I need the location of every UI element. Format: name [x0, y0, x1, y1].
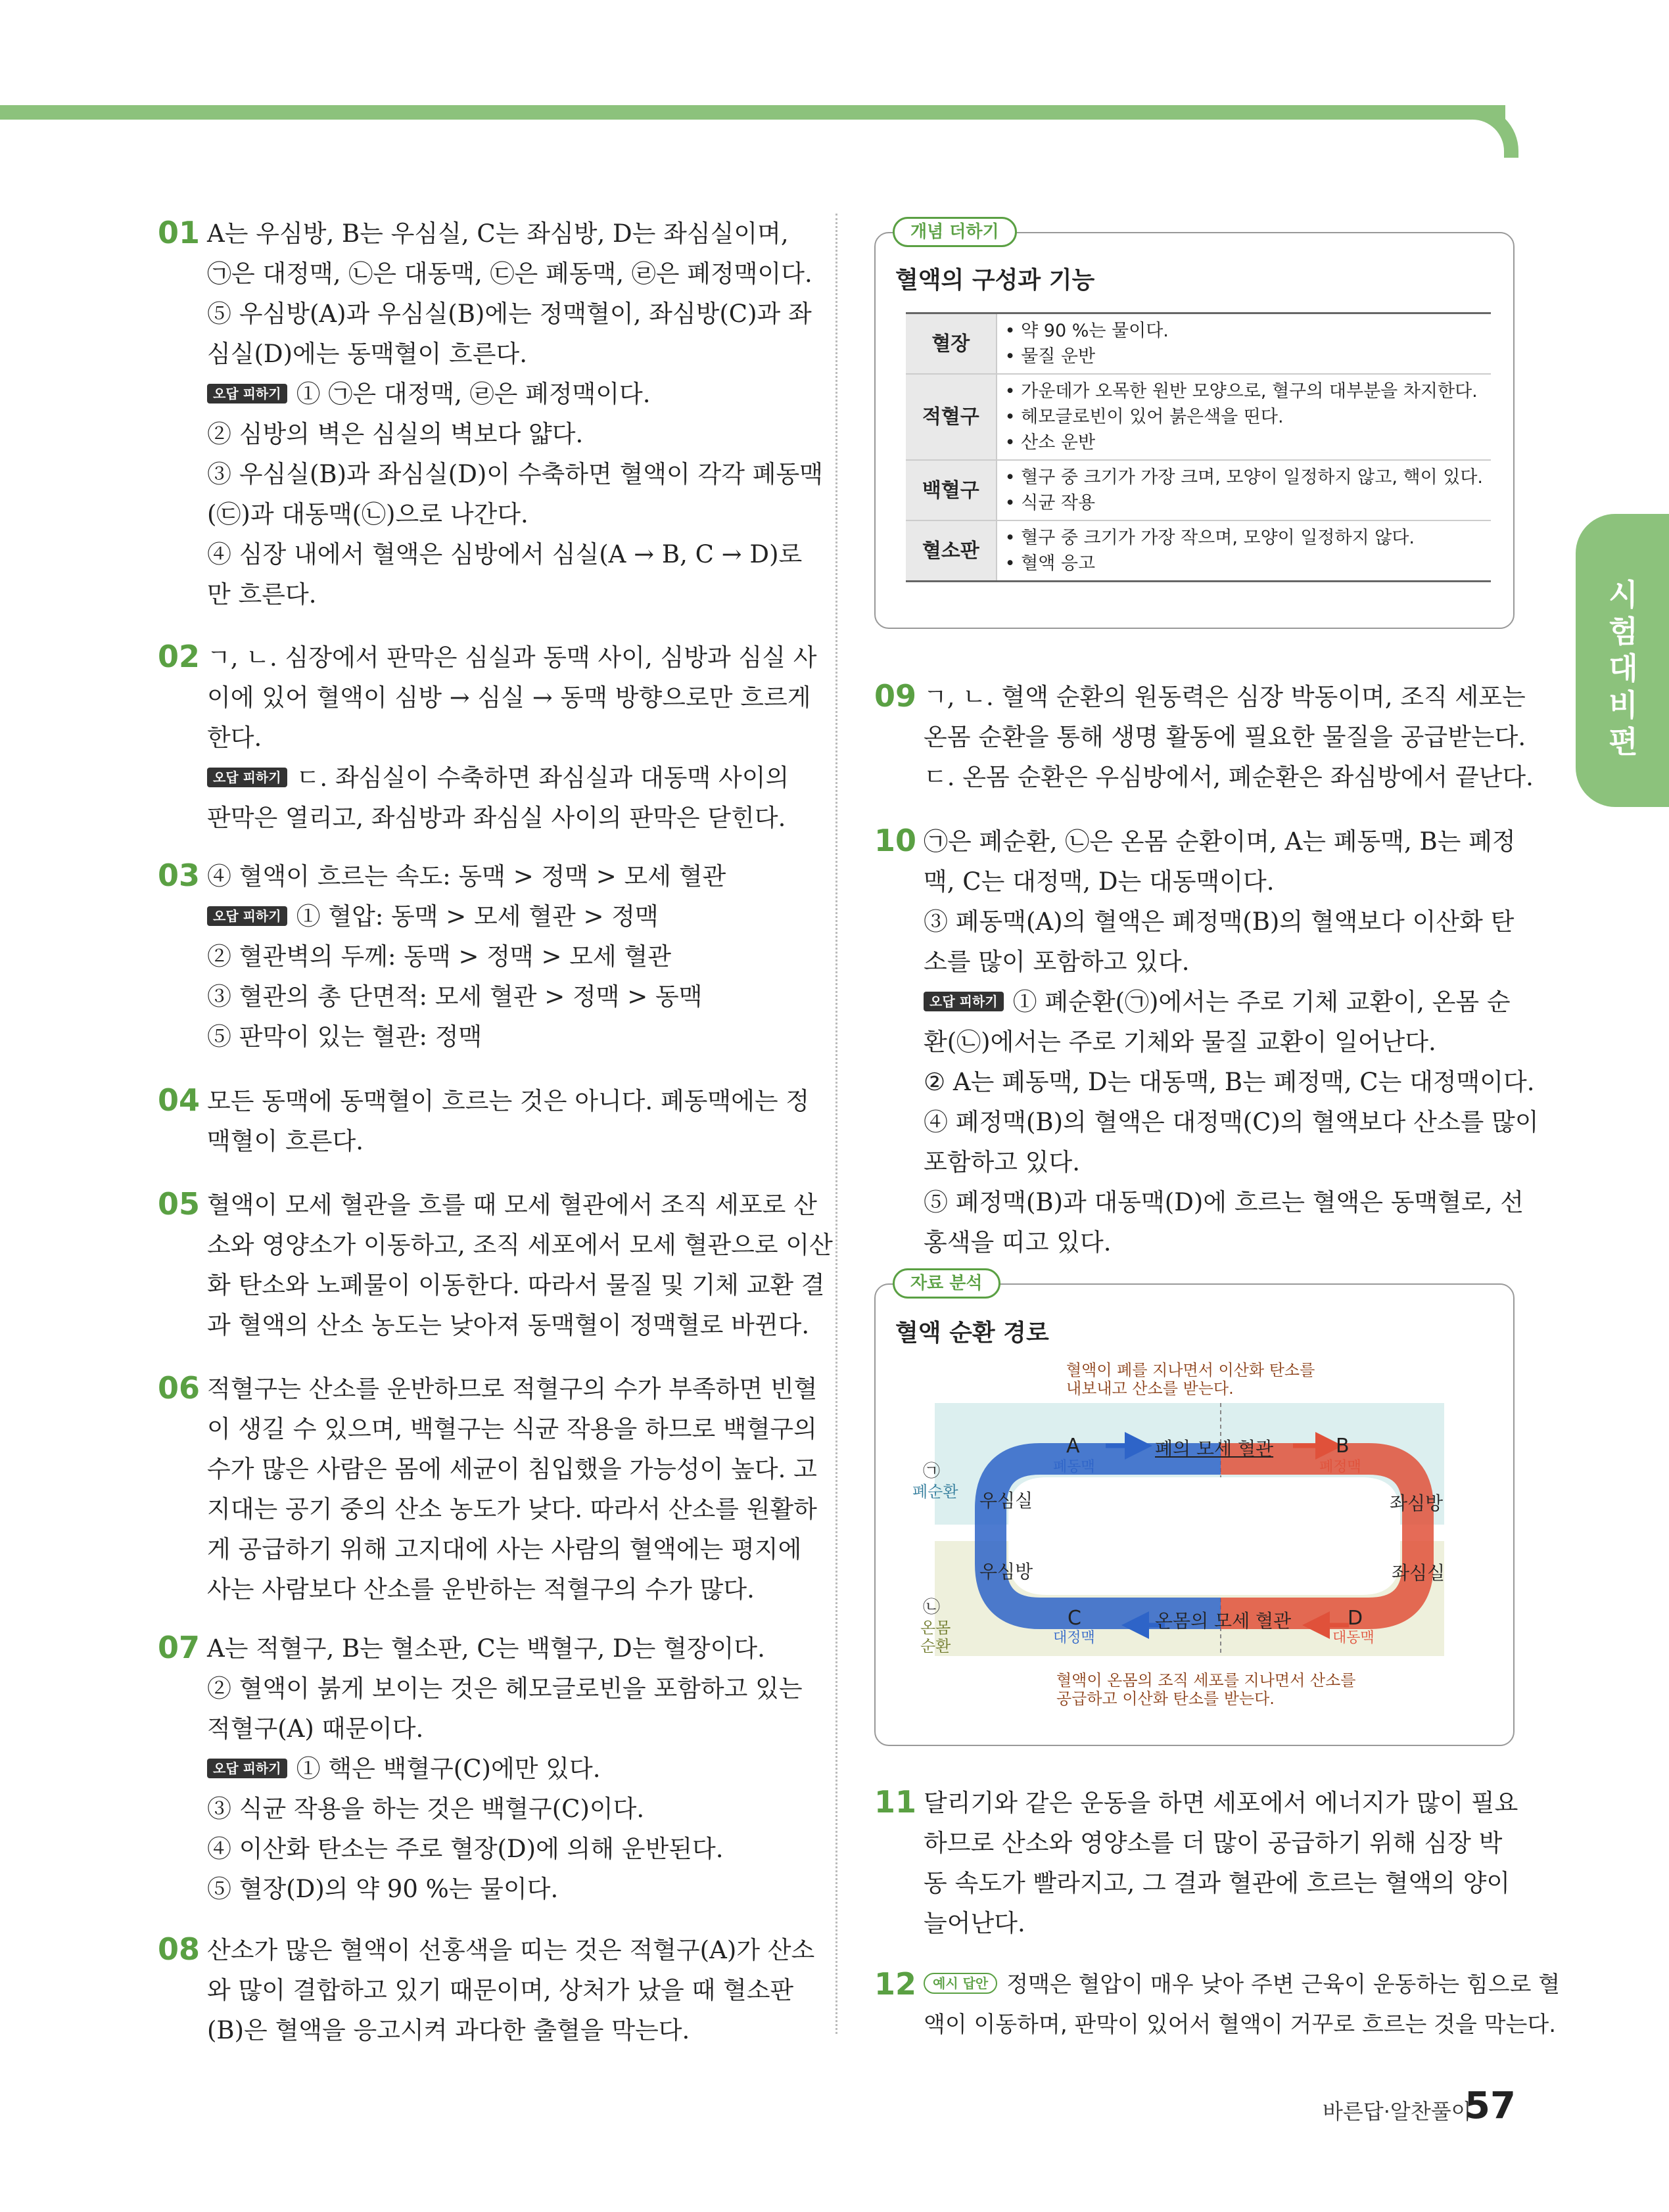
answer-line: ③ 우심실(B)과 좌심실(D)이 수축하면 혈액이 각각 폐동맥 — [207, 460, 824, 488]
answer-line: ② A는 폐동맥, D는 대동맥, B는 폐정맥, C는 대정맥이다. — [924, 1068, 1535, 1096]
answer-line: 소를 많이 포함하고 있다. — [924, 948, 1190, 976]
concept-pill: 개념 더하기 — [893, 217, 1017, 247]
item-number: 04 — [158, 1082, 200, 1118]
answer-line: ㄱ, ㄴ. 심장에서 판막은 심실과 동맥 사이, 심방과 심실 사 — [207, 643, 817, 672]
answer-line: ⑤ 혈장(D)의 약 90 %는 물이다. — [207, 1875, 559, 1903]
footer-label: 바른답·알찬풀이 — [1323, 2099, 1472, 2124]
table-row — [906, 313, 1491, 375]
answer-line: 심실(D)에는 동맥혈이 흐른다. — [207, 340, 527, 368]
answer-item — [207, 1930, 814, 2050]
answer-line: (B)은 혈액을 응고시켜 과다한 출혈을 막는다. — [207, 2016, 690, 2044]
answer-line: ② 혈관벽의 두께: 동맥 > 정맥 > 모세 혈관 — [207, 942, 671, 971]
answer-line: 하므로 산소와 영양소를 더 많이 공급하기 위해 심장 박 — [924, 1829, 1503, 1857]
label-B: B — [1336, 1435, 1350, 1458]
answer-line: 만 흐른다. — [207, 580, 317, 609]
circ2-label-a: 온몸 — [920, 1619, 951, 1637]
item-number: 02 — [158, 639, 200, 674]
label-LV: 좌심실 — [1392, 1562, 1446, 1584]
desc-line: • 물질 운반 — [1004, 346, 1096, 367]
answer-line: ④ 심장 내에서 혈액은 심방에서 심실(A → B, C → D)로 — [207, 540, 803, 568]
answer-line: 환(㉡)에서는 주로 기체와 물질 교환이 일어난다. — [924, 1028, 1436, 1056]
answer-line: 모든 동맥에 동맥혈이 흐르는 것은 아니다. 폐동맥에는 정 — [207, 1087, 810, 1115]
label-RA: 우심방 — [979, 1561, 1033, 1582]
label-C: C — [1068, 1607, 1081, 1630]
wrong-answer-tag: 오답 피하기 — [207, 1759, 287, 1778]
answer-text: ① 혈압: 동맥 > 모세 혈관 > 정맥 — [296, 902, 659, 931]
row-desc — [997, 460, 1491, 520]
item-number: 11 — [874, 1784, 917, 1820]
answer-line: 한다. — [207, 724, 262, 752]
answer-line: 화 탄소와 노폐물이 이동한다. 따라서 물질 및 기체 교환 결 — [207, 1271, 825, 1299]
label-D: D — [1348, 1607, 1363, 1630]
label-A: A — [1066, 1435, 1080, 1458]
answer-line: ② 심방의 벽은 심실의 벽보다 얇다. — [207, 420, 584, 448]
answer-line: ㄷ. 온몸 순환은 우심방에서, 폐순환은 좌심방에서 끝난다. — [924, 763, 1534, 791]
desc-line: • 식균 작용 — [1004, 493, 1096, 513]
label-A-sub: 폐동맥 — [1053, 1459, 1095, 1475]
answer-item — [924, 1965, 1560, 2045]
answer-line: 늘어난다. — [924, 1909, 1025, 1937]
answer-line: 달리기와 같은 운동을 하면 세포에서 에너지가 많이 필요 — [924, 1789, 1518, 1817]
answer-line: 사는 사람보다 산소를 운반하는 적혈구의 수가 많다. — [207, 1575, 755, 1603]
row-name: 혈소판 — [906, 520, 997, 582]
answer-item — [207, 1185, 833, 1345]
answer-text: ① 핵은 백혈구(C)에만 있다. — [296, 1755, 601, 1783]
side-tab — [1576, 514, 1669, 807]
answer-line: 이에 있어 혈액이 심방 → 심실 → 동맥 방향으로만 흐르게 — [207, 683, 811, 712]
concept-title: 혈액의 구성과 기능 — [895, 267, 1095, 294]
answer-line: 액이 이동하며, 판막이 있어서 혈액이 거꾸로 흐르는 것을 막는다. — [924, 2012, 1557, 2038]
blood-table — [906, 312, 1491, 582]
note-top-1: 혈액이 폐를 지나면서 이산화 탄소를 — [1066, 1361, 1315, 1379]
label-RV: 우심실 — [979, 1490, 1033, 1511]
answer-line: 맥혈이 흐른다. — [207, 1127, 364, 1155]
desc-line: • 혈액 응고 — [1004, 553, 1096, 574]
item-number: 08 — [158, 1931, 200, 1967]
answer-line: ④ 혈액이 흐르는 속도: 동맥 > 정맥 > 모세 혈관 — [207, 862, 726, 890]
wrong-answer-tag: 오답 피하기 — [207, 768, 287, 787]
label-body: 온몸의 모세 혈관 — [1155, 1610, 1292, 1632]
table-row — [906, 520, 1491, 582]
answer-line: ③ 혈관의 총 단면적: 모세 혈관 > 정맥 > 동맥 — [207, 982, 703, 1011]
item-number: 07 — [158, 1630, 200, 1665]
answer-item — [207, 1628, 803, 1909]
answer-item — [207, 1081, 809, 1161]
desc-line: • 산소 운반 — [1004, 432, 1096, 453]
desc-line: • 헤모글로빈이 있어 붉은색을 띤다. — [1004, 407, 1284, 427]
answer-line: ③ 식균 작용을 하는 것은 백혈구(C)이다. — [207, 1795, 645, 1823]
answer-line: (㉢)과 대동맥(㉡)으로 나간다. — [207, 500, 529, 528]
answer-line — [207, 896, 726, 936]
answer-line: 산소가 많은 혈액이 선홍색을 띠는 것은 적혈구(A)가 산소 — [207, 1936, 815, 1964]
side-tab-label: 시험대비편 — [1609, 577, 1638, 760]
note-bottom-1: 혈액이 온몸의 조직 세포를 지나면서 산소를 — [1056, 1671, 1356, 1690]
answer-line: A는 우심방, B는 우심실, C는 좌심방, D는 좌심실이며, — [207, 219, 789, 248]
answer-line: ④ 폐정맥(B)의 혈액은 대정맥(C)의 혈액보다 산소를 많이 — [924, 1108, 1539, 1136]
answer-line — [207, 758, 816, 798]
answer-line: 이 생길 수 있으며, 백혈구는 식균 작용을 하므로 백혈구의 — [207, 1415, 817, 1443]
top-decor-bar — [0, 105, 1505, 120]
table-row — [906, 374, 1491, 460]
answer-item — [924, 821, 1539, 1262]
answer-line: ⑤ 판막이 있는 혈관: 정맥 — [207, 1023, 482, 1051]
item-number: 05 — [158, 1186, 200, 1222]
answer-line: 적혈구는 산소를 운반하므로 적혈구의 수가 부족하면 빈혈 — [207, 1375, 818, 1403]
answer-line: 와 많이 결합하고 있기 때문이며, 상처가 났을 때 혈소판 — [207, 1976, 794, 2004]
answer-line: ⑤ 폐정맥(B)과 대동맥(D)에 흐르는 혈액은 동맥혈로, 선 — [924, 1188, 1524, 1216]
circ2-label-b: 순환 — [920, 1637, 951, 1655]
desc-line: • 약 90 %는 물이다. — [1004, 321, 1169, 341]
item-number: 12 — [874, 1966, 917, 2002]
answer-line: 동 속도가 빨라지고, 그 결과 혈관에 흐르는 혈액의 양이 — [924, 1869, 1511, 1897]
data-title: 혈액 순환 경로 — [895, 1320, 1049, 1347]
item-number: 03 — [158, 858, 200, 893]
wrong-answer-tag: 오답 피하기 — [207, 384, 287, 403]
answer-line: ㄱ, ㄴ. 혈액 순환의 원동력은 심장 박동이며, 조직 세포는 — [924, 683, 1526, 711]
answer-text: ① ㉠은 대정맥, ㉣은 폐정맥이다. — [296, 380, 651, 408]
label-LA: 좌심방 — [1390, 1492, 1444, 1514]
wrong-answer-tag: 오답 피하기 — [207, 906, 287, 926]
row-desc — [997, 520, 1491, 582]
loop-inner — [1008, 1477, 1400, 1595]
answer-text: 정맥은 혈압이 매우 낮아 주변 근육이 운동하는 힘으로 혈 — [1006, 1971, 1561, 1998]
item-number: 06 — [158, 1370, 200, 1406]
answer-line: ⑤ 우심방(A)과 우심실(B)에는 정맥혈이, 좌심방(C)과 좌 — [207, 300, 812, 328]
answer-item — [207, 1369, 817, 1609]
answer-line: 혈액이 모세 혈관을 흐를 때 모세 혈관에서 조직 세포로 산 — [207, 1191, 817, 1219]
answer-line: 수가 많은 사람은 몸에 세균이 침입했을 가능성이 높다. 고 — [207, 1455, 817, 1483]
answer-line: ㉠은 대정맥, ㉡은 대동맥, ㉢은 폐동맥, ㉣은 폐정맥이다. — [207, 260, 812, 288]
label-B-sub: 폐정맥 — [1319, 1459, 1361, 1475]
answer-line: 소와 영양소가 이동하고, 조직 세포에서 모세 혈관으로 이산 — [207, 1231, 833, 1259]
page-number: 57 — [1465, 2085, 1516, 2127]
answer-line — [924, 1965, 1560, 2005]
answer-line: ② 혈액이 붉게 보이는 것은 헤모글로빈을 포함하고 있는 — [207, 1674, 803, 1703]
answer-text: ① 폐순환(㉠)에서는 주로 기체 교환이, 온몸 순 — [1012, 988, 1511, 1016]
note-bottom-2: 공급하고 이산화 탄소를 받는다. — [1056, 1690, 1275, 1708]
label-C-sub: 대정맥 — [1053, 1630, 1095, 1646]
answer-line: 적혈구(A) 때문이다. — [207, 1715, 424, 1743]
item-number: 01 — [158, 215, 200, 250]
row-name: 백혈구 — [906, 460, 997, 520]
answer-line: 맥, C는 대정맥, D는 대동맥이다. — [924, 867, 1275, 896]
answer-line — [207, 374, 823, 414]
answer-line: 과 혈액의 산소 농도는 낮아져 동맥혈이 정맥혈로 바뀐다. — [207, 1311, 810, 1339]
answer-item — [207, 637, 816, 838]
row-name: 적혈구 — [906, 374, 997, 460]
answer-line: 포함하고 있다. — [924, 1148, 1080, 1176]
answer-line: ③ 폐동맥(A)의 혈액은 폐정맥(B)의 혈액보다 이산화 탄 — [924, 908, 1515, 936]
answer-line: A는 적혈구, B는 혈소판, C는 백혈구, D는 혈장이다. — [207, 1634, 765, 1663]
label-lung: 폐의 모세 혈관 — [1155, 1438, 1274, 1460]
answer-item — [924, 677, 1534, 797]
note-top-2: 내보내고 산소를 받는다. — [1066, 1379, 1234, 1398]
item-number: 09 — [874, 678, 917, 714]
row-desc — [997, 313, 1491, 375]
example-answer-tag: 예시 답안 — [924, 1973, 997, 1994]
answer-line: 온몸 순환을 통해 생명 활동에 필요한 물질을 공급받는다. — [924, 723, 1526, 751]
wrong-answer-tag: 오답 피하기 — [924, 992, 1004, 1011]
data-pill: 자료 분석 — [893, 1268, 1000, 1299]
answer-line: 지대는 공기 중의 산소 농도가 낮다. 따라서 산소를 원활하 — [207, 1495, 817, 1523]
desc-line: • 혈구 중 크기가 가장 작으며, 모양이 일정하지 않다. — [1004, 528, 1415, 548]
circ1-label: 폐순환 — [912, 1483, 958, 1501]
column-divider — [835, 214, 837, 2034]
answer-item — [924, 1783, 1518, 1943]
top-decor-curve — [1466, 105, 1518, 158]
row-desc — [997, 374, 1491, 460]
answer-line: 게 공급하기 위해 고지대에 사는 사람의 혈액에는 평지에 — [207, 1535, 802, 1563]
answer-line: 판막은 열리고, 좌심방과 좌심실 사이의 판막은 닫힌다. — [207, 804, 786, 832]
desc-line: • 가운데가 오목한 원반 모양으로, 혈구의 대부분을 차지한다. — [1004, 381, 1478, 402]
answer-item — [207, 214, 823, 614]
label-D-sub: 대동맥 — [1332, 1630, 1375, 1646]
answer-line: 홍색을 띠고 있다. — [924, 1228, 1112, 1256]
answer-item — [207, 856, 726, 1057]
table-row — [906, 460, 1491, 520]
circ2-mark: ㉡ — [923, 1598, 941, 1617]
answer-line: ㉠은 폐순환, ㉡은 온몸 순환이며, A는 폐동맥, B는 폐정 — [924, 827, 1516, 856]
answer-text: ㄷ. 좌심실이 수축하면 좌심실과 대동맥 사이의 — [296, 764, 789, 792]
item-number: 10 — [874, 823, 917, 858]
desc-line: • 혈구 중 크기가 가장 크며, 모양이 일정하지 않고, 핵이 있다. — [1004, 467, 1483, 488]
circulation-diagram — [908, 1360, 1447, 1708]
row-name: 혈장 — [906, 313, 997, 375]
circ1-mark: ㉠ — [923, 1462, 941, 1481]
answer-line — [924, 982, 1539, 1022]
answer-line — [207, 1749, 803, 1789]
answer-line: ④ 이산화 탄소는 주로 혈장(D)에 의해 운반된다. — [207, 1835, 724, 1863]
